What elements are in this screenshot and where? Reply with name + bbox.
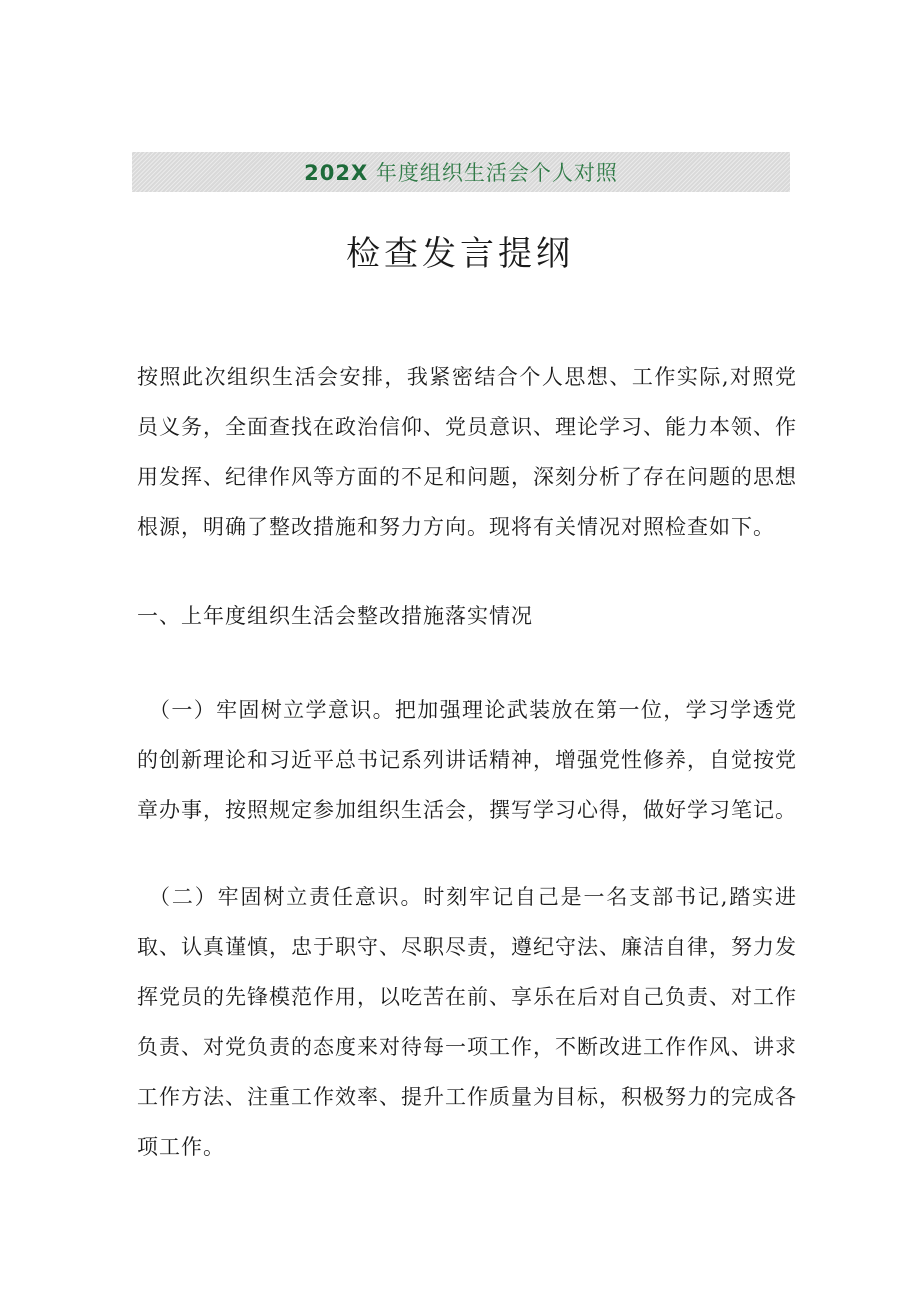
section-heading: 一、上年度组织生活会整改措施落实情况 [137, 604, 533, 628]
item-paragraph-2: （二）牢固树立责任意识。时刻牢记自己是一名支部书记,踏实进取、认真谨慎，忠于职守、尽职尽责，遵纪守法、廉洁自律，努力发挥党员的先锋模范作用，以吃苦在前、享乐在后对自己负责、对工作负责、对党负责的态度来对待每一项工作，不断改进工作作风、讲求工作方法、注重工作效率、提升工作质量为目标，积极努力的完成各项工作。 [137, 885, 797, 1159]
item-paragraph-1: （一）牢固树立学意识。把加强理论武装放在第一位，学习学透党的创新理论和习近平总书记系列讲话精神，增强党性修养，自觉按党章办事，按照规定参加组织生活会，撰写学习心得，做好学习笔记。 [137, 698, 797, 822]
header-banner [132, 152, 790, 192]
document-title: 检查发言提纲 [346, 234, 574, 274]
header-year: 202X [304, 161, 369, 185]
intro-paragraph: 按照此次组织生活会安排，我紧密结合个人思想、工作实际,对照党员义务，全面查找在政治信仰、党员意识、理论学习、能力本领、作用发挥、纪律作风等方面的不足和问题，深刻分析了存在问题的思想根源，明确了整改措施和努力方向。现将有关情况对照检查如下。 [137, 365, 797, 539]
header-subtitle: 年度组织生活会个人对照 [375, 161, 618, 185]
header-banner-text [304, 157, 618, 187]
